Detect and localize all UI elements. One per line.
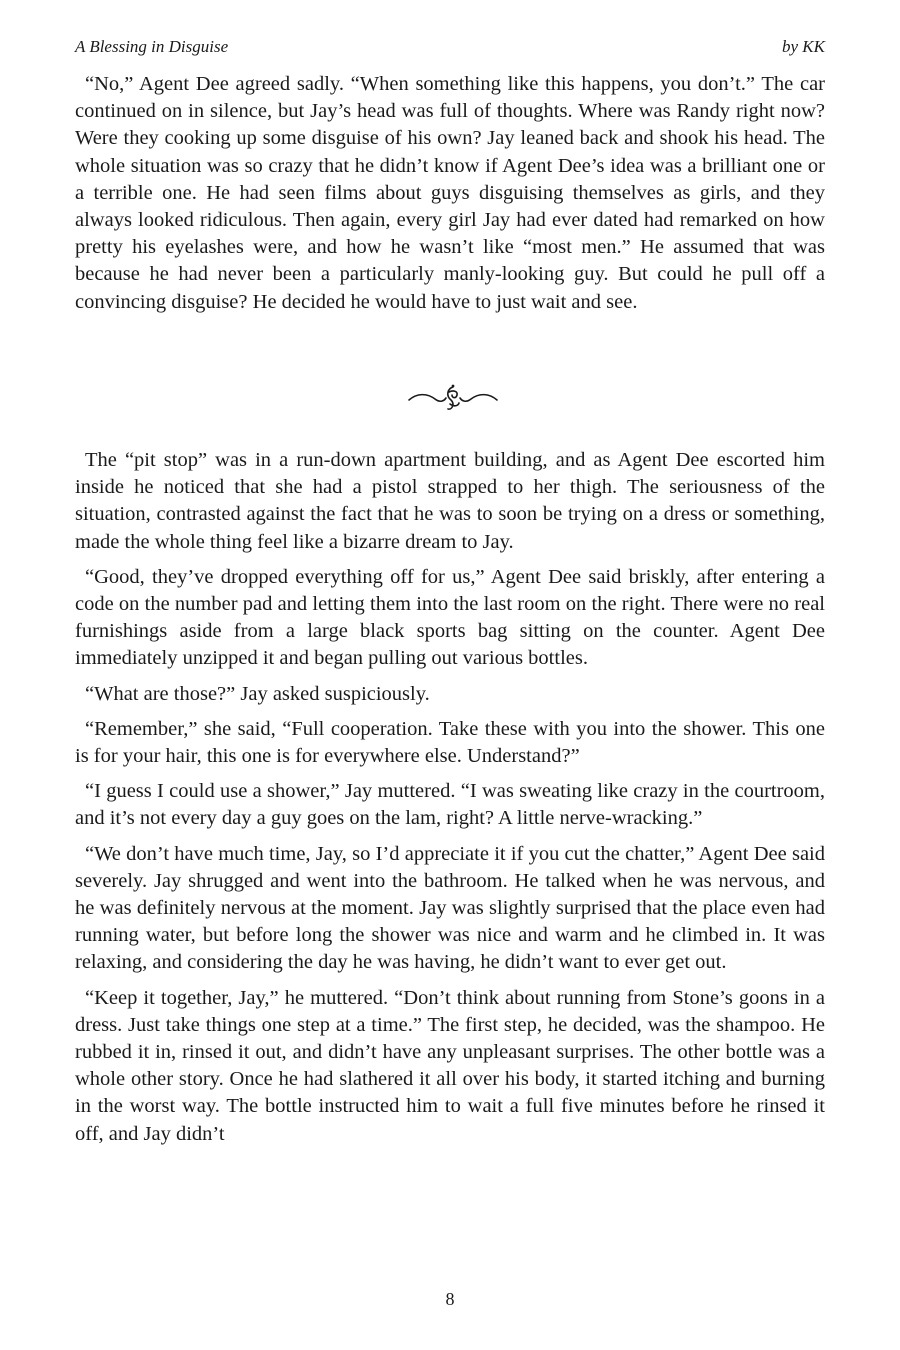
section-two-text (75, 447, 825, 1156)
paragraph: “I guess I could use a shower,” Jay muttered. “I was sweating like crazy in the courtroom, and it’s not every day a guy goes on the lam, right? A little nerve-wracking.” (75, 780, 825, 830)
paragraph: “No,” Agent Dee agreed sadly. “When something like this happens, you don’t.” The car continued on in silence, but Jay’s head was full of thoughts. Where was Randy right now? Were they cooking up some disguise of his own? Jay leaned back and shook his head. The whole situation was so crazy that he didn’t know if Agent Dee’s idea was a brilliant one or a terrible one. He had seen films about guys disguising themselves as girls, and they always looked ridiculous. Then again, every girl Jay had ever dated had remarked on how pretty his eyelashes were, and how he wasn’t like “most men.” He assumed that was because he had never been a particularly manly-looking guy. But could he pull off a convincing disguise? He decided he would have to just wait and see. (75, 73, 825, 313)
paragraph: “Remember,” she said, “Full cooperation. Take these with you into the shower. This one is for your hair, this one is for everywhere else. Understand?” (75, 717, 825, 768)
page-number: 8 (445, 1289, 455, 1309)
paragraph: “Good, they’ve dropped everything off for us,” Agent Dee said briskly, after entering a code on the number pad and letting them into the last room on the right. There were no real furnishings aside from a large black sports bag sitting on the counter. Agent Dee immediately unzipped it and began pulling out various bottles. (75, 565, 825, 670)
book-title: A Blessing in Disguise (75, 37, 229, 56)
paragraph: “What are those?” Jay asked suspiciously. (85, 682, 430, 705)
paragraph: The “pit stop” was in a run-down apartment building, and as Agent Dee escorted him inside he noticed that she had a pistol strapped to her thigh. The seriousness of the situation, contrasted against the fact that he was to soon be trying on a dress or something, made the whole thing feel like a bizarre dream to Jay. (75, 449, 825, 553)
author-credit: by KK (782, 37, 825, 56)
section-break-flourish-icon (405, 380, 501, 416)
running-header (75, 36, 825, 58)
paragraph: “Keep it together, Jay,” he muttered. “Don’t think about running from Stone’s goons in a dress. Just take things one step at a time.” The first step, he decided, was the shampoo. He rubbed it in, rinsed it out, and didn’t have any unpleasant surprises. The other bottle was a whole other story. Once he had slathered it all over his body, it started itching and burning in the worst way. The bottle instructed him to wait a full five minutes before he rinsed it off, and Jay didn’t (75, 986, 825, 1145)
section-one-text (75, 71, 825, 324)
paragraph: “We don’t have much time, Jay, so I’d appreciate it if you cut the chatter,” Agent Dee said severely. Jay shrugged and went into the bathroom. He talked when he was nervous, and he was definitely nervous at the moment. Jay was slightly surprised that the place even had running water, but before long the shower was nice and warm and he climbed in. It was relaxing, and considering the day he was having, he didn’t want to ever get out. (75, 842, 825, 974)
